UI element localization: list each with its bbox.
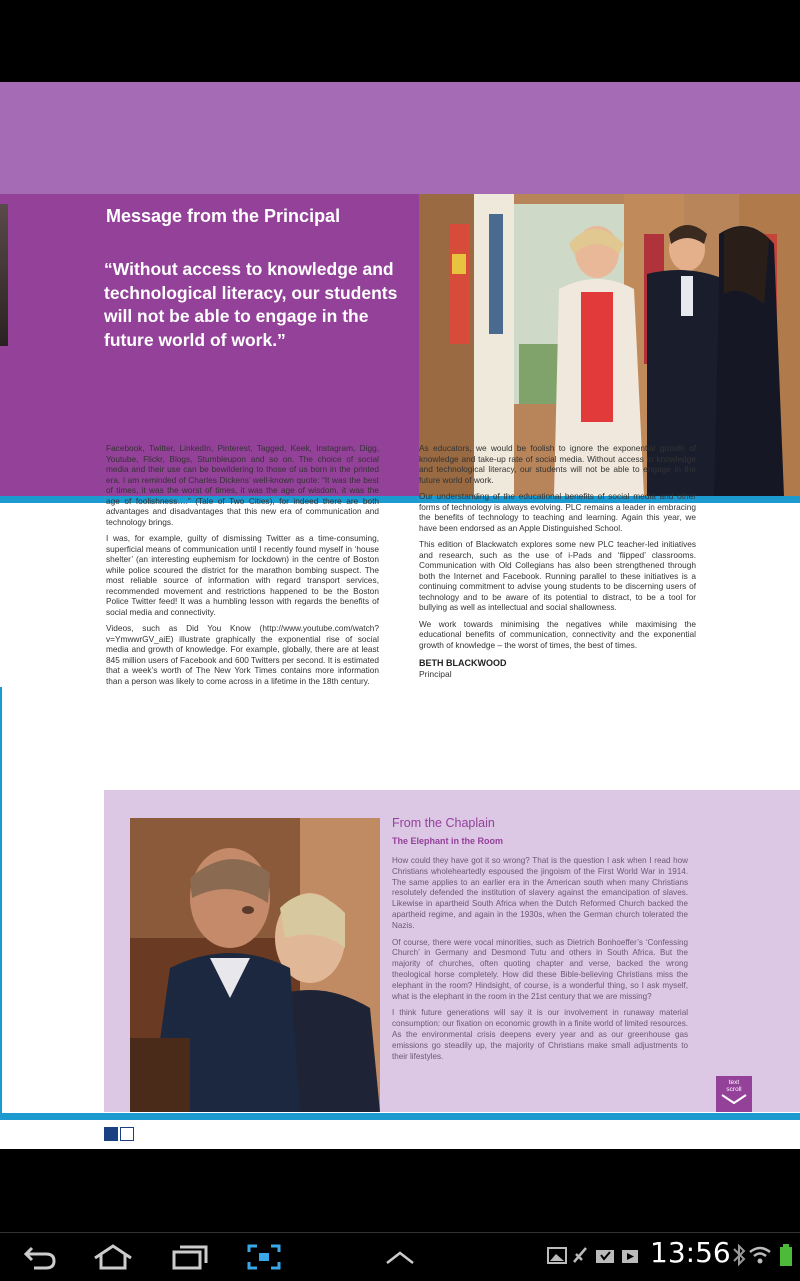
chaplain-section bbox=[104, 790, 800, 1112]
hero-title: Message from the Principal bbox=[106, 206, 341, 226]
text-scroll-label-1: text bbox=[728, 1079, 740, 1086]
bluetooth-icon bbox=[734, 1246, 744, 1264]
download-icon bbox=[596, 1250, 614, 1263]
paragraph: We work towards minimising the negatives while maximising the educational benefits of communication, connectivity and the exponential growth of knowledge – the worst of times, the best of times. bbox=[419, 618, 696, 650]
back-button[interactable] bbox=[20, 1241, 60, 1273]
principal-text-column-2 bbox=[419, 443, 696, 679]
wifi-icon bbox=[750, 1248, 770, 1264]
paragraph: I think future generations will say it is our involvement in runaway material consumption: our fixation on economic growth in a finite world of limited resources. As the environmental crisis deepens every year and as our greenhouse gas emissions go steadily up, the majority of Christians make small adjustments to their lifestyles. bbox=[392, 1008, 688, 1061]
text-scroll-label-2: scroll bbox=[726, 1086, 742, 1093]
signature-role: Principal bbox=[419, 668, 452, 679]
signature-name: BETH BLACKWOOD bbox=[419, 658, 507, 668]
page-dot-active[interactable] bbox=[104, 1127, 118, 1141]
status-notification-icons bbox=[546, 1244, 646, 1271]
screenshot-button[interactable] bbox=[244, 1241, 284, 1273]
page-dot[interactable] bbox=[120, 1127, 134, 1141]
screenshot-icon bbox=[246, 1243, 282, 1271]
previous-page-photo-edge bbox=[0, 204, 8, 346]
menu-up-button[interactable] bbox=[380, 1241, 420, 1273]
left-edge-rule bbox=[0, 687, 2, 1117]
paragraph: I was, for example, guilty of dismissing Twitter as a time-consuming, superficial means of communication until I recently found myself in ‘house shelter’ (an interesting euphemism for lockdown) in the centre of Boston while police scoured the district for the marathon bombing suspect. The most reliable source of information with regard transport services, recommended movement and restrictions happened to be the Boston Police Twitter feed! It was a humbling lesson with regards the benefits of social media and connectivity. bbox=[106, 533, 379, 617]
gallery-icon bbox=[548, 1248, 566, 1263]
paragraph: Our understanding of the educational benefits of social media and other forms of technology is always evolving. PLC remains a leader in embracing the benefits of technology to teaching and learning. Again this year, we have been endorsed as an Apple Distinguished School. bbox=[419, 491, 696, 533]
hero-quote: “Without access to knowledge and technological literacy, our students will not be able to engage in the future world of work.” bbox=[104, 259, 398, 350]
paragraph: How could they have got it so wrong? That is the question I ask when I read how Christians wholeheartedly espoused the jingoism of the First World War in 1914. The same applies to an earlier era in the American south when many Christians resolutely defended the institution of slavery against the emancipation of slaves. Likewise in apartheid South Africa when the Dutch Reformed Church backed the apartheid regime, and again in the 1930s, when the German church tolerated the Nazis. bbox=[392, 856, 688, 930]
status-clock: 13:56 bbox=[650, 1236, 731, 1269]
status-system-icons bbox=[730, 1242, 796, 1273]
text-scroll-button[interactable] bbox=[716, 1076, 752, 1112]
chaplain-text bbox=[392, 856, 688, 1068]
home-button[interactable] bbox=[90, 1241, 136, 1273]
paragraph: Facebook, Twitter, LinkedIn, Pinterest, Tagged, Keek, Instagram, Digg, Youtube, Flickr, Blogs, Stumbleupon and so on. The choice of social media and their use can be bewildering to those of us born in the printed era. I am reminded of Charles Dickens’ well-known quote: “It was the best of times, it was the worst of times, it was the age of wisdom, it was the age of foolishness….” (Tale of Two Cities), for indeed there are both advantages and disadvantages that this new era of communication and technology brings. bbox=[106, 443, 379, 527]
chaplain-title: From the Chaplain bbox=[392, 816, 495, 830]
recent-apps-button[interactable] bbox=[168, 1241, 212, 1273]
chaplain-photo bbox=[130, 818, 380, 1112]
recent-apps-icon bbox=[171, 1244, 209, 1270]
home-icon bbox=[92, 1244, 134, 1270]
top-color-band bbox=[0, 82, 800, 194]
magazine-page[interactable] bbox=[0, 82, 800, 1149]
chevron-down-icon bbox=[719, 1093, 749, 1105]
bottom-divider bbox=[0, 1113, 800, 1120]
page-indicator bbox=[104, 1127, 136, 1146]
paragraph: As educators, we would be foolish to ignore the exponential growth of knowledge and take-up rate of social media. Without access to knowledge and technological literacy, our students will not be able to engage in the future world of work. bbox=[419, 443, 696, 485]
usb-icon bbox=[574, 1248, 586, 1262]
paragraph: This edition of Blackwatch explores some new PLC teacher-led initiatives and research, such as the use of i-Pads and ‘flipped’ classrooms. Communication with Old Collegians has also been strengthened through both the Internet and Facebook. Running parallel to these initiatives is a continuing commitment to advise young students to be discerning users of technology and to be aware of its potential to distract, to be a tool for bullying as well as intellectual and social shallowness. bbox=[419, 539, 696, 612]
back-icon bbox=[22, 1244, 58, 1270]
chaplain-subtitle: The Elephant in the Room bbox=[392, 836, 504, 846]
principal-text-column-1 bbox=[106, 443, 379, 692]
battery-icon bbox=[780, 1244, 792, 1266]
menu-up-icon bbox=[384, 1247, 416, 1267]
paragraph: Videos, such as Did You Know (http://www.youtube.com/watch?v=YmwwrGV_aiE) illustrate graphically the exponential rise of social media and growth of knowledge. For example, globally, there are at least 845 million users of Facebook and 600 Twitters per second. It is estimated that a week’s worth of The New York Times contains more information than a person was likely to come across in a lifetime in the 18th century. bbox=[106, 623, 379, 686]
paragraph: Of course, there were vocal minorities, such as Dietrich Bonhoeffer’s ‘Confessing Church’ in Germany and Desmond Tutu and others in South Africa. But the majority of churches, often quoting chapter and verse, backed the wrong theological horse completely. How did these Bible-believing Christians miss the elephant in the room? Hindsight, of course, is a wonderful thing, so I ask myself, what is the elephant in the room in the 21st century that we are missing? bbox=[392, 937, 688, 1001]
video-icon bbox=[622, 1250, 638, 1263]
